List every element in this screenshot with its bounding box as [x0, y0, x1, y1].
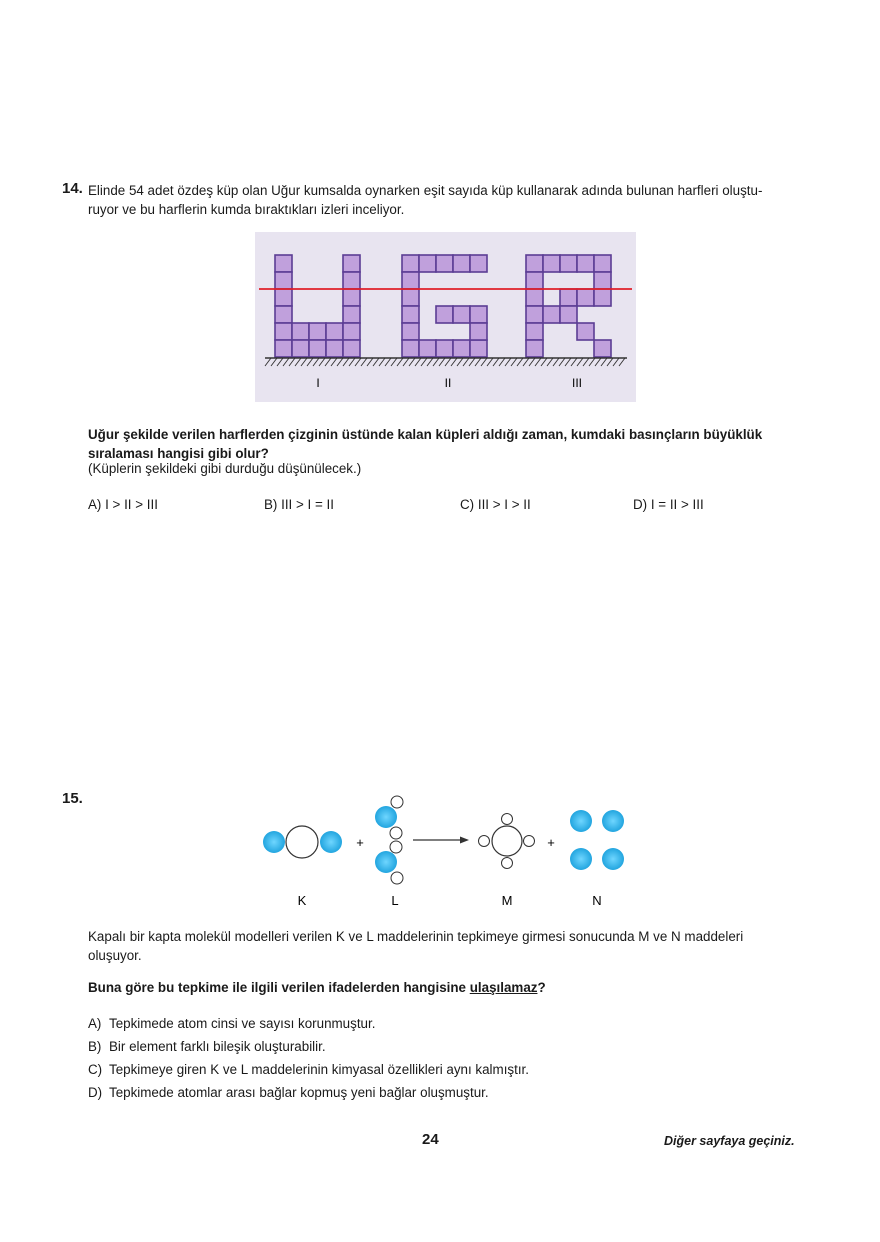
molecule-m: [479, 814, 535, 869]
reaction-arrowhead: [460, 837, 469, 844]
molecule-diagram-svg: [255, 792, 635, 912]
question-14-intro-line2: ruyor ve bu harflerin kumda bıraktıkları izleri inceliyor.: [88, 202, 405, 217]
question-15-stem: [88, 978, 828, 997]
label-m: M: [501, 893, 513, 908]
molecule-k: [263, 826, 342, 858]
letter-r-cubes: [526, 255, 611, 357]
question-14-number: 14.: [62, 180, 83, 197]
question-15-intro-line1: Kapalı bir kapta molekül modelleri verilen K ve L maddelerinin tepkimeye girmesi sonucunda M ve N maddeleri: [88, 929, 744, 944]
q15-option-b-letter: B): [88, 1039, 102, 1054]
q15-option-a-text: Tepkimede atom cinsi ve sayısı korunmuştur.: [109, 1016, 376, 1031]
question-14-stem-line2: sıralaması hangisi gibi olur?: [88, 446, 269, 461]
label-n: N: [592, 893, 602, 908]
plus-sign-2: +: [547, 835, 555, 850]
q15-option-a[interactable]: [88, 1016, 828, 1039]
figure-label-iii: III: [571, 376, 583, 390]
q15-option-c-letter: C): [88, 1062, 103, 1077]
question-15-stem-prefix: Buna göre bu tepkime ile ilgili verilen ifadelerden hangisine: [88, 980, 470, 995]
q15-option-c-text: Tepkimeye giren K ve L maddelerinin kimyasal özellikleri aynı kalmıştır.: [109, 1062, 529, 1077]
label-l: L: [391, 893, 399, 908]
q15-option-b[interactable]: [88, 1039, 828, 1062]
question-15-intro-line2: oluşuyor.: [88, 948, 142, 963]
q14-option-a[interactable]: A) I > II > III: [88, 497, 158, 512]
molecule-l: [375, 796, 403, 884]
q15-option-d[interactable]: [88, 1085, 828, 1108]
ground-hatching: [265, 358, 625, 366]
page-number: 24: [422, 1131, 439, 1148]
q14-option-b[interactable]: B) III > I = II: [264, 497, 334, 512]
question-15-intro: [88, 927, 828, 965]
question-14-stem: [88, 425, 828, 463]
label-k: K: [297, 893, 307, 908]
question-15-number: 15.: [62, 790, 83, 807]
figure-label-i: I: [316, 376, 320, 390]
question-15-stem-suffix: ?: [537, 980, 546, 995]
q14-option-c[interactable]: C) III > I > II: [460, 497, 531, 512]
figure-label-ii: II: [444, 376, 452, 390]
question-14-intro: [88, 181, 828, 219]
q15-option-b-text: Bir element farklı bileşik oluşturabilir.: [109, 1039, 326, 1054]
q15-option-c[interactable]: [88, 1062, 828, 1085]
ugr-cubes-figure: [255, 232, 636, 402]
q15-option-d-letter: D): [88, 1085, 103, 1100]
letter-u-cubes: [275, 255, 360, 357]
question-14-note: (Küplerin şekildeki gibi durduğu düşünülecek.): [88, 461, 362, 476]
ugr-cubes-svg: [255, 232, 636, 402]
letter-g-cubes: [402, 255, 487, 357]
question-14-stem-line1: Uğur şekilde verilen harflerden çizginin üstünde kalan küpleri aldığı zaman, kumdaki basınçların büyüklük: [88, 427, 763, 442]
plus-sign-1: +: [356, 835, 364, 850]
molecule-n: [570, 810, 624, 870]
q15-options: [88, 1016, 828, 1108]
question-14-intro-line1: Elinde 54 adet özdeş küp olan Uğur kumsalda oynarken eşit sayıda küp kullanarak adında bulunan harfleri oluştu-: [88, 183, 763, 198]
molecule-diagram: [255, 792, 635, 912]
q15-option-d-text: Tepkimede atomlar arası bağlar kopmuş yeni bağlar oluşmuştur.: [109, 1085, 489, 1100]
question-15-stem-emphasis: ulaşılamaz: [469, 980, 538, 995]
next-page-note: Diğer sayfaya geçiniz.: [664, 1134, 795, 1148]
q14-option-d[interactable]: D) I = II > III: [633, 497, 704, 512]
q15-option-a-letter: A): [88, 1016, 102, 1031]
